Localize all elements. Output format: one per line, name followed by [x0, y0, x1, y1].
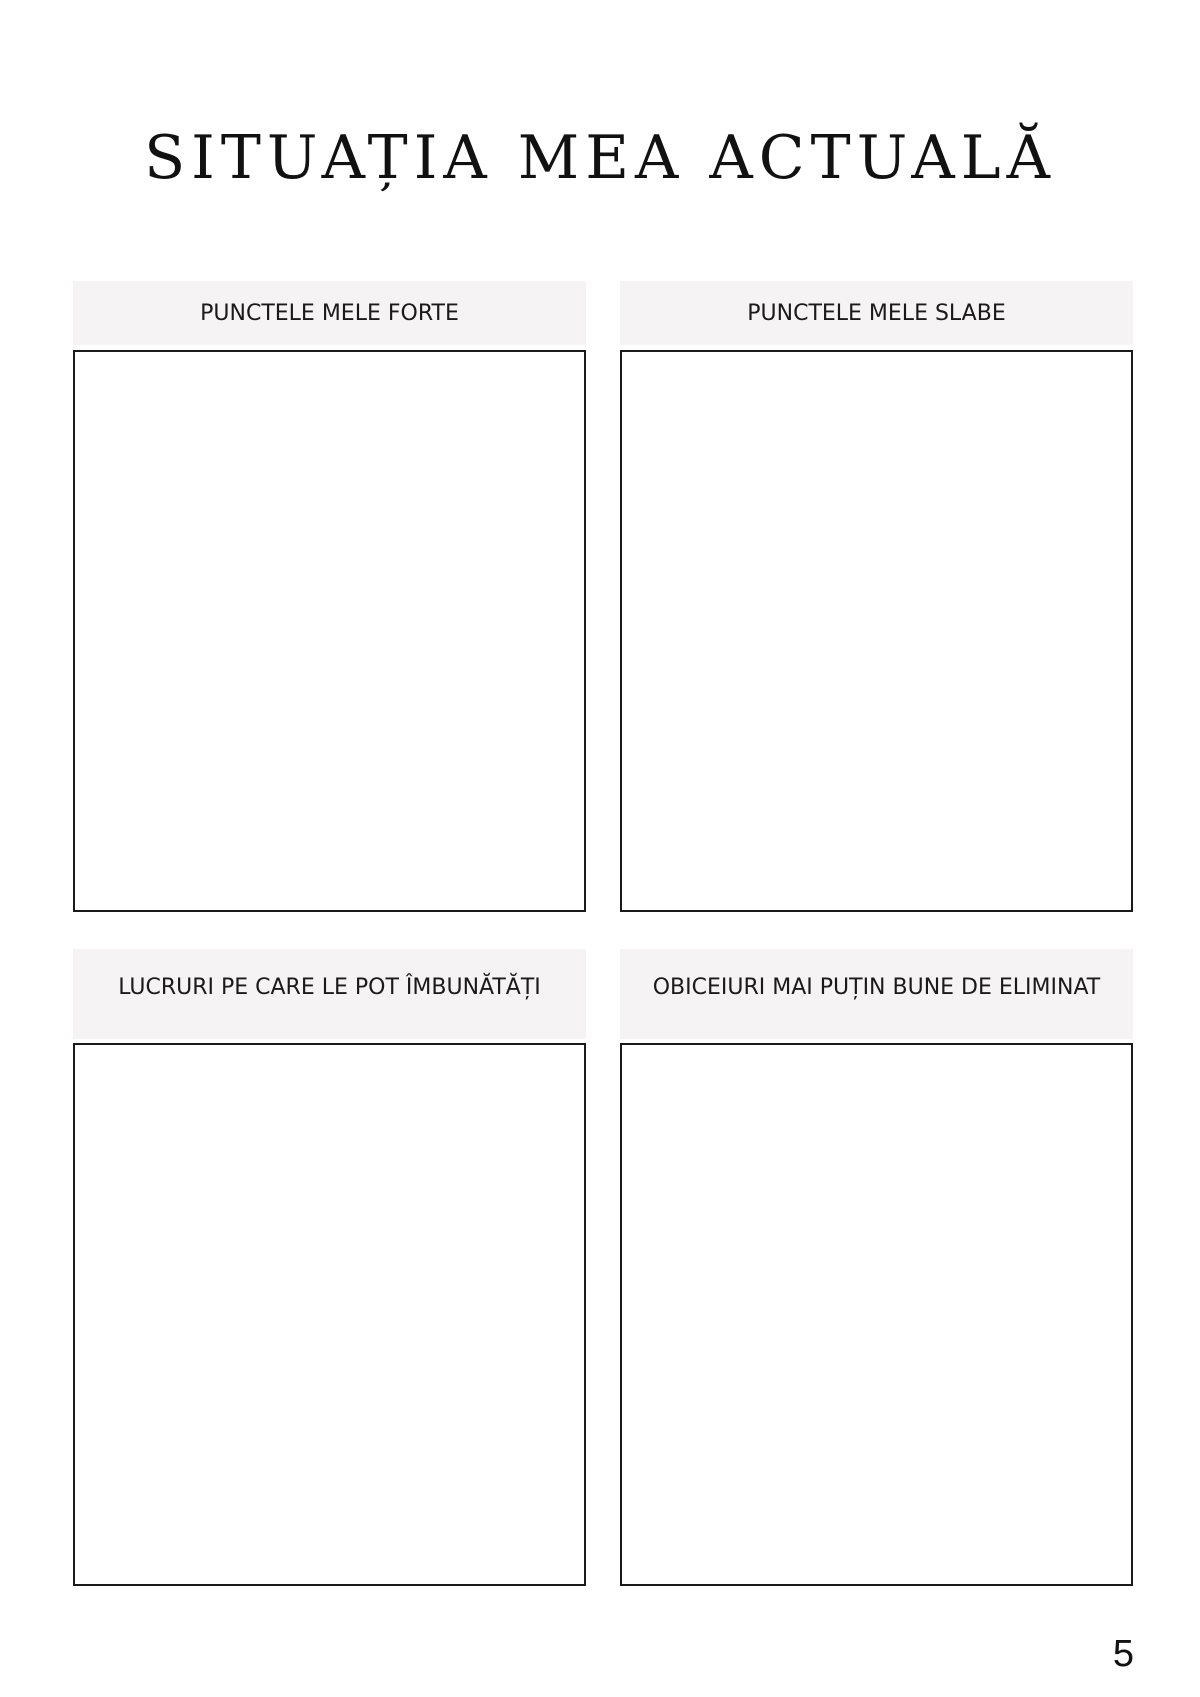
page-number: 5 [1112, 1633, 1134, 1675]
writing-box-improvements[interactable] [73, 1043, 586, 1586]
page-title: SITUAȚIA MEA ACTUALĂ [144, 123, 1056, 193]
section-header-strengths: PUNCTELE MELE FORTE [73, 281, 586, 345]
writing-box-habits-to-eliminate[interactable] [620, 1043, 1133, 1586]
writing-box-weaknesses[interactable] [620, 350, 1133, 912]
section-header-weaknesses: PUNCTELE MELE SLABE [620, 281, 1133, 345]
section-header-improvements: LUCRURI PE CARE LE POT ÎMBUNĂTĂȚI [73, 949, 586, 1039]
section-header-habits-to-eliminate: OBICEIURI MAI PUȚIN BUNE DE ELIMINAT [620, 949, 1133, 1039]
writing-box-strengths[interactable] [73, 350, 586, 912]
